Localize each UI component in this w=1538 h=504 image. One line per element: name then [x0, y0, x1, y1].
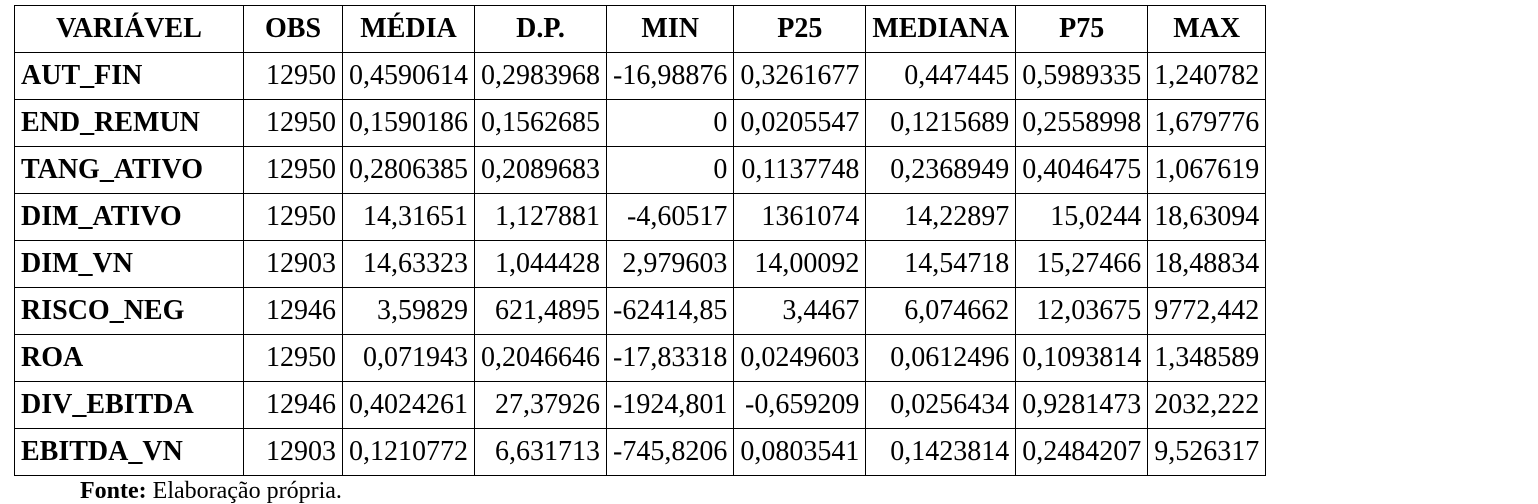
- value-cell: 2032,222: [1148, 382, 1266, 429]
- value-cell: 0,1562685: [475, 100, 607, 147]
- value-cell: 0,5989335: [1016, 53, 1148, 100]
- variable-name-cell: AUT_FIN: [15, 53, 244, 100]
- value-cell: 0,1590186: [343, 100, 475, 147]
- value-cell: 1,240782: [1148, 53, 1266, 100]
- table-row: [15, 288, 1266, 335]
- value-cell: 1,679776: [1148, 100, 1266, 147]
- value-cell: 9772,442: [1148, 288, 1266, 335]
- column-header: MÉDIA: [343, 6, 475, 53]
- variable-name-cell: ROA: [15, 335, 244, 382]
- value-cell: 14,00092: [734, 241, 866, 288]
- column-header: VARIÁVEL: [15, 6, 244, 53]
- value-cell: 0,2089683: [475, 147, 607, 194]
- value-cell: 0,2806385: [343, 147, 475, 194]
- value-cell: 12950: [244, 147, 343, 194]
- source-footnote: [80, 479, 342, 503]
- value-cell: -62414,85: [607, 288, 734, 335]
- value-cell: -4,60517: [607, 194, 734, 241]
- value-cell: 18,48834: [1148, 241, 1266, 288]
- value-cell: 12903: [244, 429, 343, 476]
- value-cell: 12,03675: [1016, 288, 1148, 335]
- value-cell: -745,8206: [607, 429, 734, 476]
- value-cell: 14,22897: [866, 194, 1016, 241]
- value-cell: 0,0256434: [866, 382, 1016, 429]
- value-cell: 15,27466: [1016, 241, 1148, 288]
- value-cell: 12950: [244, 53, 343, 100]
- value-cell: 0,2558998: [1016, 100, 1148, 147]
- table-row: [15, 100, 1266, 147]
- value-cell: 12946: [244, 382, 343, 429]
- header-row: [15, 6, 1266, 53]
- value-cell: 0,1137748: [734, 147, 866, 194]
- value-cell: 621,4895: [475, 288, 607, 335]
- value-cell: 12950: [244, 335, 343, 382]
- table-row: [15, 429, 1266, 476]
- value-cell: 14,63323: [343, 241, 475, 288]
- value-cell: 0,2368949: [866, 147, 1016, 194]
- statistics-table-container: [14, 5, 1266, 476]
- value-cell: 0,1423814: [866, 429, 1016, 476]
- value-cell: 6,631713: [475, 429, 607, 476]
- table-row: [15, 382, 1266, 429]
- value-cell: 14,54718: [866, 241, 1016, 288]
- column-header: D.P.: [475, 6, 607, 53]
- value-cell: 0,1093814: [1016, 335, 1148, 382]
- table-row: [15, 241, 1266, 288]
- column-header: P25: [734, 6, 866, 53]
- value-cell: 12950: [244, 100, 343, 147]
- value-cell: 0,0205547: [734, 100, 866, 147]
- value-cell: 3,59829: [343, 288, 475, 335]
- variable-name-cell: EBITDA_VN: [15, 429, 244, 476]
- descriptive-statistics-table: [14, 5, 1266, 476]
- value-cell: 0,9281473: [1016, 382, 1148, 429]
- value-cell: 0,447445: [866, 53, 1016, 100]
- value-cell: 0,071943: [343, 335, 475, 382]
- value-cell: -17,83318: [607, 335, 734, 382]
- value-cell: 14,31651: [343, 194, 475, 241]
- value-cell: 12946: [244, 288, 343, 335]
- table-row: [15, 147, 1266, 194]
- value-cell: 2,979603: [607, 241, 734, 288]
- value-cell: 12903: [244, 241, 343, 288]
- column-header: P75: [1016, 6, 1148, 53]
- variable-name-cell: END_REMUN: [15, 100, 244, 147]
- column-header: OBS: [244, 6, 343, 53]
- value-cell: 1,044428: [475, 241, 607, 288]
- value-cell: 0,4046475: [1016, 147, 1148, 194]
- value-cell: -0,659209: [734, 382, 866, 429]
- value-cell: 0,0612496: [866, 335, 1016, 382]
- value-cell: 1,067619: [1148, 147, 1266, 194]
- table-row: [15, 194, 1266, 241]
- value-cell: 0,2484207: [1016, 429, 1148, 476]
- table-row: [15, 53, 1266, 100]
- table-row: [15, 335, 1266, 382]
- column-header: MIN: [607, 6, 734, 53]
- value-cell: 1,348589: [1148, 335, 1266, 382]
- table-body: [15, 53, 1266, 476]
- value-cell: 0: [607, 100, 734, 147]
- variable-name-cell: DIM_VN: [15, 241, 244, 288]
- value-cell: 27,37926: [475, 382, 607, 429]
- footnote-text: Elaboração própria.: [152, 478, 342, 504]
- value-cell: 1361074: [734, 194, 866, 241]
- footnote-label: Fonte:: [80, 478, 147, 504]
- value-cell: 1,127881: [475, 194, 607, 241]
- value-cell: 15,0244: [1016, 194, 1148, 241]
- value-cell: 0,2983968: [475, 53, 607, 100]
- value-cell: 12950: [244, 194, 343, 241]
- value-cell: 0,2046646: [475, 335, 607, 382]
- value-cell: 0,4590614: [343, 53, 475, 100]
- value-cell: 0: [607, 147, 734, 194]
- value-cell: -1924,801: [607, 382, 734, 429]
- value-cell: 0,1215689: [866, 100, 1016, 147]
- value-cell: -16,98876: [607, 53, 734, 100]
- value-cell: 0,0803541: [734, 429, 866, 476]
- value-cell: 9,526317: [1148, 429, 1266, 476]
- column-header: MAX: [1148, 6, 1266, 53]
- value-cell: 0,4024261: [343, 382, 475, 429]
- variable-name-cell: DIV_EBITDA: [15, 382, 244, 429]
- column-header: MEDIANA: [866, 6, 1016, 53]
- value-cell: 0,3261677: [734, 53, 866, 100]
- value-cell: 18,63094: [1148, 194, 1266, 241]
- value-cell: 0,0249603: [734, 335, 866, 382]
- value-cell: 6,074662: [866, 288, 1016, 335]
- variable-name-cell: TANG_ATIVO: [15, 147, 244, 194]
- value-cell: 3,4467: [734, 288, 866, 335]
- variable-name-cell: DIM_ATIVO: [15, 194, 244, 241]
- variable-name-cell: RISCO_NEG: [15, 288, 244, 335]
- table-header: [15, 6, 1266, 53]
- value-cell: 0,1210772: [343, 429, 475, 476]
